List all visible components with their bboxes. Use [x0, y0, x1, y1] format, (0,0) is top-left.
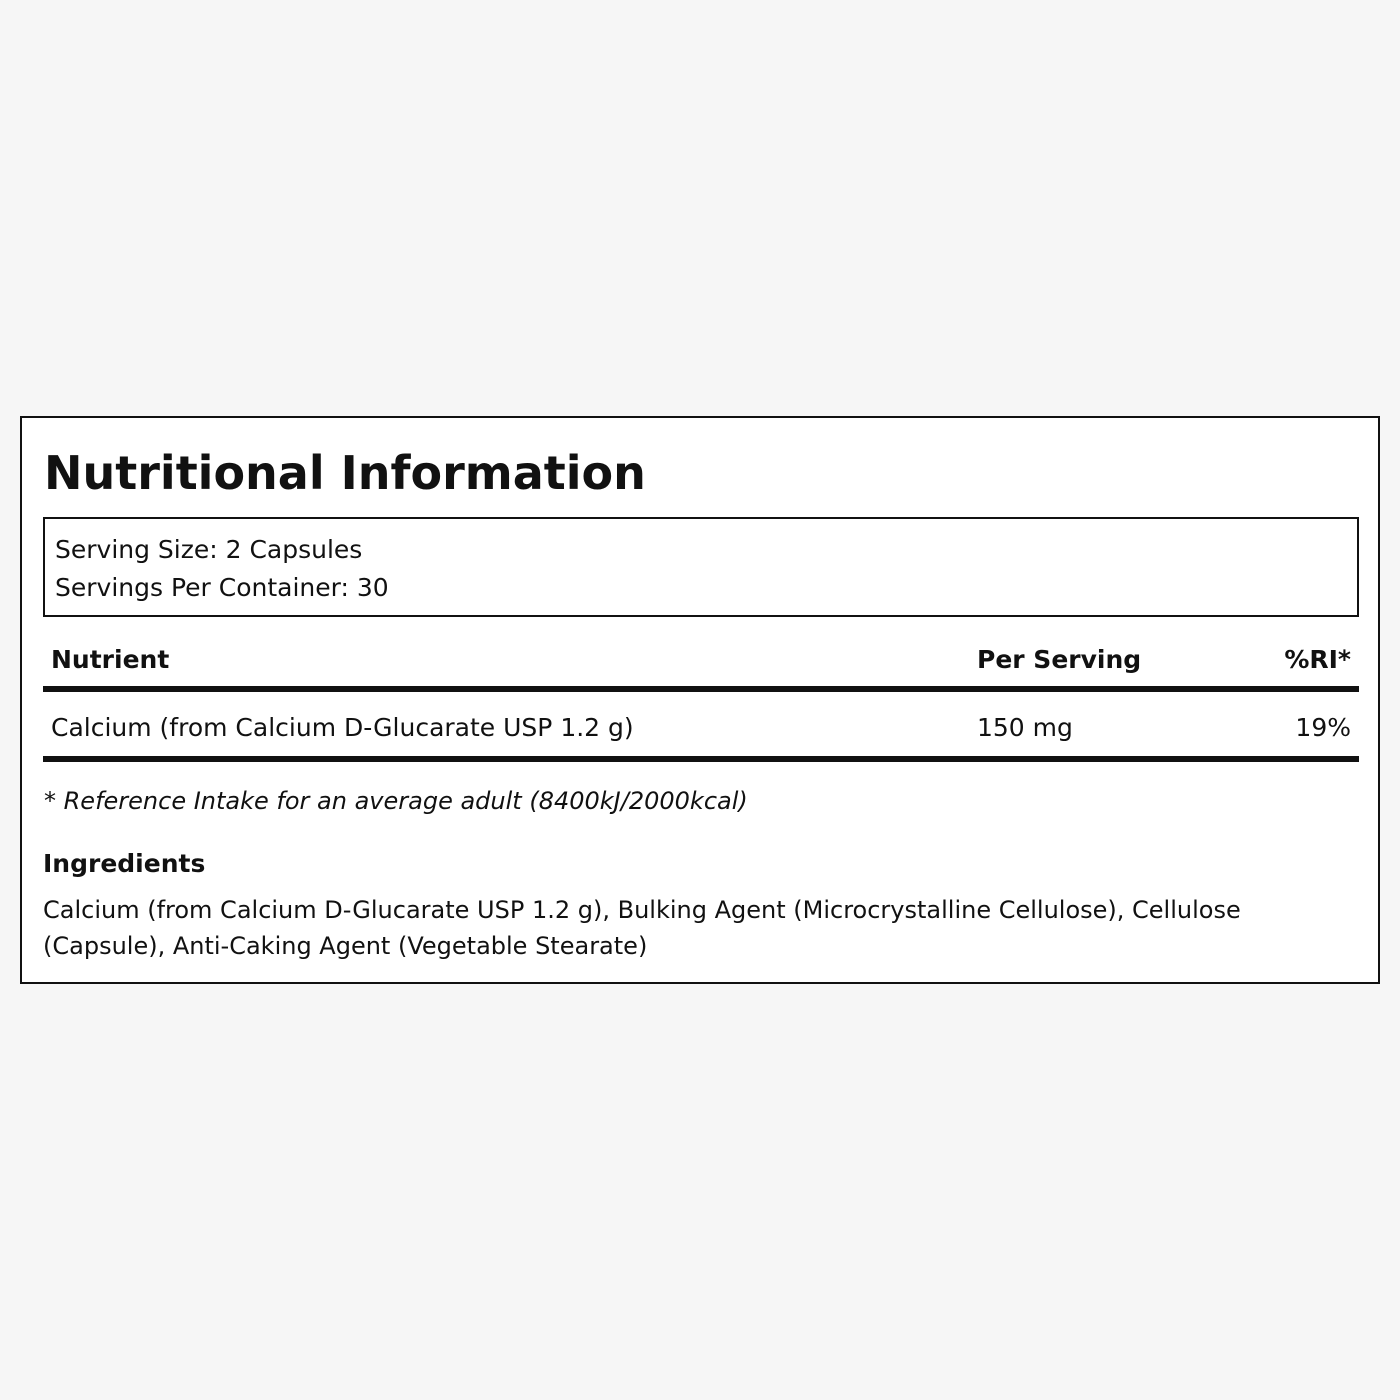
- ingredients-list: Calcium (from Calcium D-Glucarate USP 1.2 g), Bulking Agent (Microcrystalline Cellulose), Cellulose (Capsule), Anti-Caking Agent (Vegetable Stearate): [43, 896, 1241, 960]
- cell-ri: 19%: [1295, 713, 1351, 742]
- serving-size: Serving Size: 2 Capsules: [55, 535, 363, 564]
- ingredients-heading: Ingredients: [43, 849, 206, 878]
- page-title: Nutritional Information: [44, 446, 646, 500]
- servings-per-container: Servings Per Container: 30: [55, 573, 389, 602]
- header-divider: [43, 686, 1359, 692]
- column-header-nutrient: Nutrient: [51, 645, 170, 674]
- nutrition-panel: [20, 416, 1380, 984]
- column-header-per-serving: Per Serving: [977, 645, 1142, 674]
- table-bottom-divider: [43, 756, 1359, 762]
- cell-per-serving: 150 mg: [977, 713, 1073, 742]
- reference-intake-footnote: * Reference Intake for an average adult (8400kJ/2000kcal): [44, 787, 748, 815]
- table-row: [43, 708, 1359, 752]
- serving-info-box: [43, 517, 1359, 617]
- cell-nutrient: Calcium (from Calcium D-Glucarate USP 1.2 g): [51, 713, 634, 742]
- column-header-ri: %RI*: [1284, 645, 1351, 674]
- nutrient-table-header: [43, 640, 1359, 684]
